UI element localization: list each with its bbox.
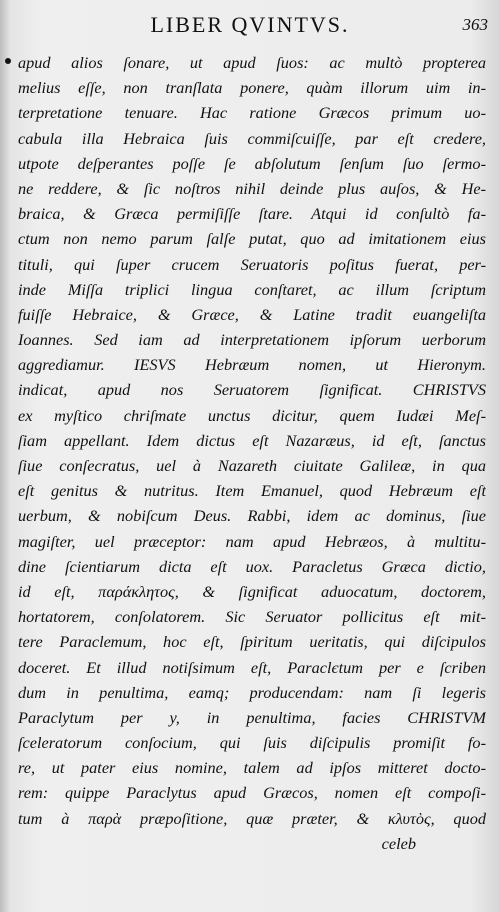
text-line: apud alios ſonare, ut apud ſuos: ac multò propterea xyxy=(18,53,486,72)
text-line: ctum non nemo parum ſalſe putat, quo ad imitationem eius xyxy=(18,229,486,249)
text-line: terpretatione tenuare. Hac ratione Græcos primum uo- xyxy=(18,103,486,123)
text-line: doceret. Et illud notiſsimum eſt, Paraclєtum per e ſcriben xyxy=(18,657,486,677)
page-number: 363 xyxy=(462,15,488,34)
text-line: ſiam appellant. Idem dictus eſt Nazaræus, id eſt, ſanctus xyxy=(18,430,486,450)
text-line: uerbum, & nobiſcum Deus. Rabbi, idem ac dominus, ſiue xyxy=(18,506,486,526)
text-line: indicat, apud nos Seruatorem ſignificat. CHRISTVS xyxy=(18,380,486,400)
text-line: aggrediamur. IESVS Hebræum nomen, ut Hieronym. xyxy=(18,355,486,375)
text-line: dine ſcientiarum dicta eſt uox. Paracletus Græca dictio, xyxy=(18,556,486,576)
body-text xyxy=(18,50,486,856)
text-line: magiſter, uel præceptor: nam apud Hebræos, à multitu- xyxy=(18,531,486,551)
text-line: utpote deſperantes poſſe ſe abſolutum ſenſum ſuo ſermo- xyxy=(18,153,486,173)
text-line: ex myſtico chriſmate unctus dicitur, quem Iudæi Meſ- xyxy=(18,405,486,425)
text-line: ſceleratorum conſocium, qui ſuis diſcipulis promiſit fo- xyxy=(18,733,486,753)
text-line: rem: quippe Paraclytus apud Græcos, nomen eſt compoſi- xyxy=(18,783,486,803)
catchword: celeb xyxy=(381,833,416,853)
text-line: braica, & Græca permiſiſſe ſtare. Atqui id conſultò fa- xyxy=(18,204,486,224)
text-line: tituli, qui ſuper crucem Seruatoris poſitus fuerat, per- xyxy=(18,254,486,274)
text-line: Ioannes. Sed iam ad interpretationem ipſorum uerborum xyxy=(18,330,486,350)
text-line: ne reddere, & ſic noſtros nihil deinde plus auſos, & He- xyxy=(18,178,486,198)
text-line: cabula illa Hebraica ſuis commiſcuiſſe, par eſt credere, xyxy=(18,128,486,148)
text-line: inde Miſſa triplici lingua conſtaret, ac illum ſcriptum xyxy=(18,279,486,299)
text-line: eſt genitus & nutritus. Item Emanuel, quod Hebræum eſt xyxy=(18,481,486,501)
text-line: melius eſſe, non tranſlata ponere, quàm illorum uim in- xyxy=(18,78,486,98)
text-line: id eſt, παράκλητος, & ſignificat aduocatum, doctorem, xyxy=(18,581,486,601)
text-line: re, ut pater eius nomine, talem ad ipſos mitteret docto- xyxy=(18,758,486,778)
page-header xyxy=(0,12,500,42)
running-title: LIBER QVINTVS. xyxy=(150,12,350,37)
text-line: tum à παρὰ præpoſitione, quæ præter, & κλυτὸς, quod xyxy=(18,808,486,828)
text-line: tere Paraclетum, hoc eſt, ſpiritum ueritatis, qui diſcipulos xyxy=(18,632,486,652)
text-line: fuiſſe Hebraice, & Græce, & Latine tradit euangeliſta xyxy=(18,304,486,324)
text-line: dum in penultima, eamq; producendam: nam ſi legeris xyxy=(18,682,486,702)
text-line: hortatorem, conſolatorem. Sic Seruator pollicitus eſt mit- xyxy=(18,607,486,627)
text-line: Paraclytum per y, in penultima, facies CHRISTVM xyxy=(18,707,486,727)
text-line: ſiue conſecratus, uel à Nazareth ciuitate Galileæ, in qua xyxy=(18,456,486,475)
margin-bullet-mark xyxy=(5,58,11,64)
